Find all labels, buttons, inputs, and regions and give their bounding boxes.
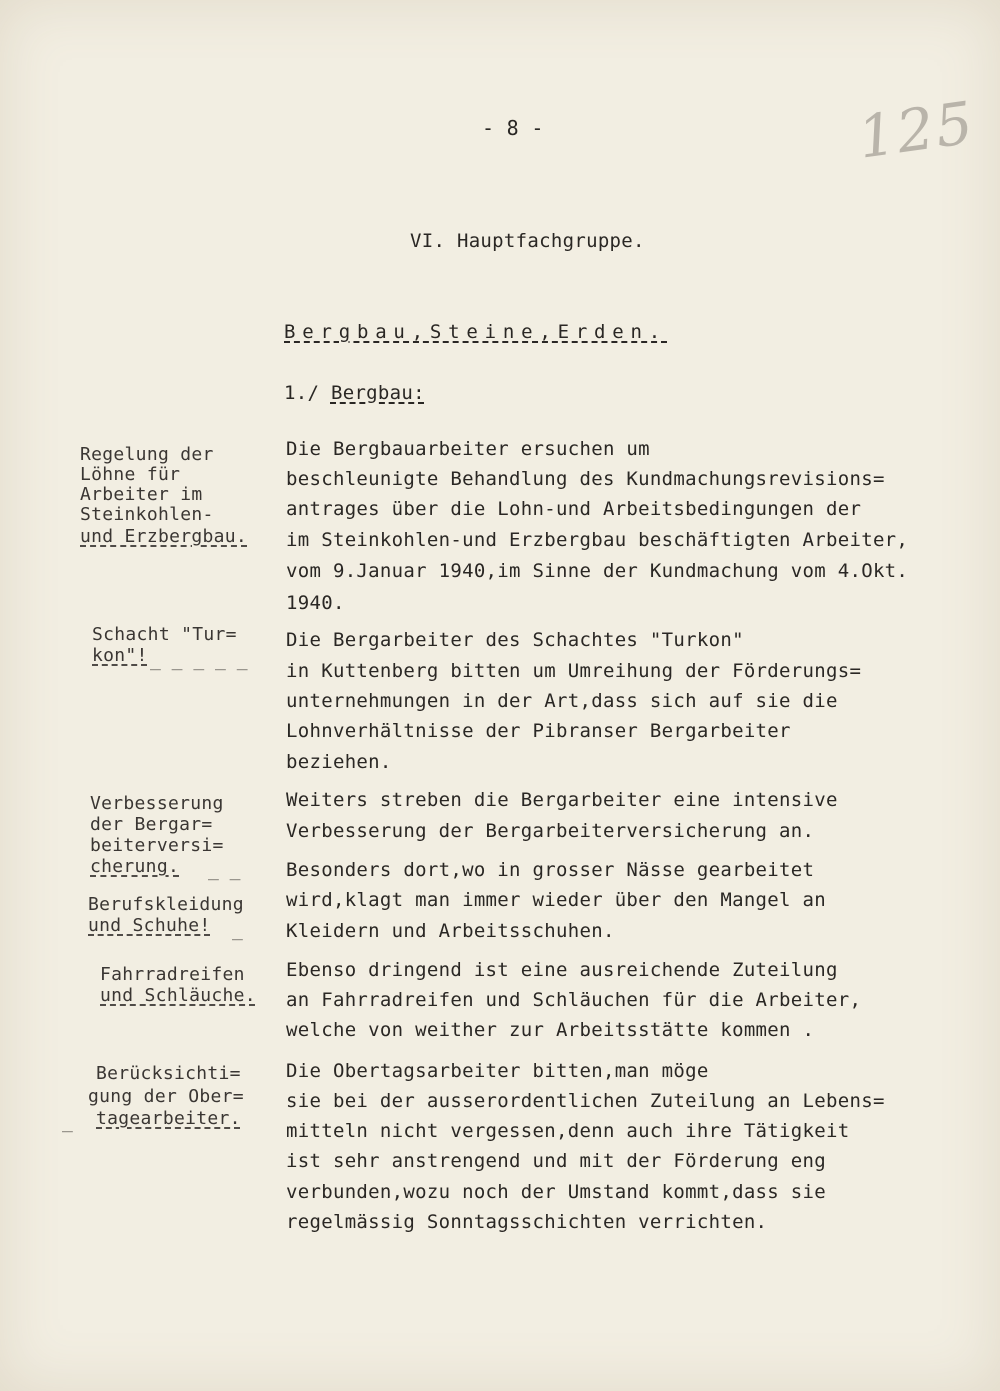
margin-note-line: Arbeiter im: [80, 484, 203, 505]
body-text-line: beziehen.: [286, 751, 392, 773]
margin-dash-decoration: _: [62, 1112, 73, 1133]
subsection-title: Bergbau:: [330, 382, 425, 404]
margin-dash-decoration: _: [232, 920, 243, 941]
margin-note-line: und Schläuche.: [100, 985, 256, 1006]
group-heading: Bergbau,Steine,Erden.: [284, 321, 668, 343]
body-text-line: Lohnverhältnisse der Pibranser Bergarbeiter: [286, 720, 791, 742]
body-text-line: Ebenso dringend ist eine ausreichende Zuteilung: [286, 959, 838, 981]
margin-note-line: kon"!: [92, 645, 148, 666]
margin-note-line: Berücksichti=: [96, 1063, 241, 1084]
body-text-line: sie bei der ausserordentlichen Zuteilung an Lebens=: [286, 1090, 885, 1112]
subsection-number: 1./: [284, 382, 320, 404]
body-text-line: vom 9.Januar 1940,im Sinne der Kundmachung vom 4.Okt.: [286, 560, 909, 582]
margin-note-line: tagearbeiter.: [96, 1108, 241, 1129]
margin-dash-decoration: _ _: [208, 860, 241, 881]
body-text-line: verbunden,wozu noch der Umstand kommt,dass sie: [286, 1181, 826, 1203]
body-text-line: Weiters streben die Bergarbeiter eine intensive: [286, 789, 838, 811]
body-text-line: 1940.: [286, 592, 345, 614]
margin-dash-decoration: _ _ _ _ _: [150, 650, 248, 671]
body-text-line: mitteln nicht vergessen,denn auch ihre Tätigkeit: [286, 1120, 850, 1142]
section-title: VI. Hauptfachgruppe.: [410, 230, 645, 252]
margin-note-line: Schacht "Tur=: [92, 624, 237, 645]
body-text-line: Kleidern und Arbeitsschuhen.: [286, 920, 615, 942]
body-text-line: Besonders dort,wo in grosser Nässe gearbeitet: [286, 859, 815, 881]
margin-note-line: und Erzbergbau.: [80, 526, 248, 547]
subsection-heading: [284, 384, 425, 403]
body-text-line: an Fahrradreifen und Schläuchen für die Arbeiter,: [286, 989, 862, 1011]
margin-note-line: und Schuhe!: [88, 915, 211, 936]
body-text-line: antrages über die Lohn-und Arbeitsbedingungen der: [286, 498, 862, 520]
page-number: - 8 -: [482, 116, 544, 140]
margin-note-line: Regelung der: [80, 444, 214, 465]
margin-note-line: Berufskleidung: [88, 894, 244, 915]
body-text-line: regelmässig Sonntagsschichten verrichten.: [286, 1211, 768, 1233]
margin-note-line: Fahrradreifen: [100, 964, 245, 985]
margin-note-line: cherung.: [90, 856, 180, 877]
body-text-line: welche von weither zur Arbeitsstätte kommen .: [286, 1019, 815, 1041]
margin-note-line: Verbesserung: [90, 793, 224, 814]
body-text-line: Verbesserung der Bergarbeiterversicherung an.: [286, 820, 815, 842]
margin-note-line: Löhne für: [80, 464, 181, 485]
body-text-line: wird,klagt man immer wieder über den Mangel an: [286, 889, 826, 911]
handwritten-folio-number: 125: [853, 88, 979, 172]
margin-note-line: beiterversi=: [90, 835, 224, 856]
body-text-line: beschleunigte Behandlung des Kundmachungsrevisions=: [286, 468, 885, 490]
body-text-line: im Steinkohlen-und Erzbergbau beschäftigten Arbeiter,: [286, 529, 909, 551]
body-text-line: Die Obertagsarbeiter bitten,man möge: [286, 1060, 709, 1082]
margin-note-line: gung der Ober=: [88, 1086, 244, 1107]
body-text-line: unternehmungen in der Art,dass sich auf sie die: [286, 690, 838, 712]
body-text-line: ist sehr anstrengend und mit der Förderung eng: [286, 1150, 826, 1172]
margin-note-line: Steinkohlen-: [80, 504, 214, 525]
body-text-line: Die Bergarbeiter des Schachtes "Turkon": [286, 629, 744, 651]
body-text-line: Die Bergbauarbeiter ersuchen um: [286, 438, 650, 460]
margin-note-line: der Bergar=: [90, 814, 213, 835]
body-text-line: in Kuttenberg bitten um Umreihung der Förderungs=: [286, 660, 862, 682]
